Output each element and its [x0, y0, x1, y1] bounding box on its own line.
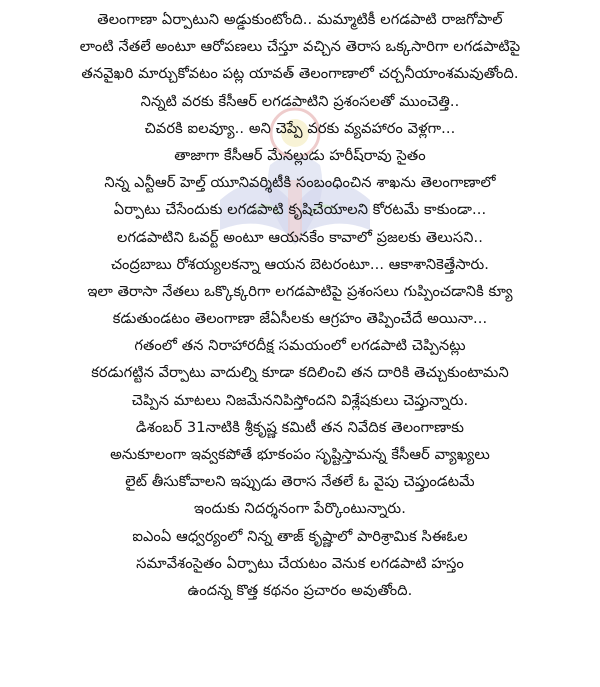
article-line: చంద్రబాబు రోశయ్యలకన్నా ఆయన బెటరంటూ... ఆకాశానికెత్తేసారు. [110, 255, 490, 273]
article-line: తాజాగా కేసీఆర్ మేనల్లుడు హరీష్‌రావు సైతం [174, 146, 426, 164]
article-line: కరడుగట్టిన వేర్పాటు వాదుల్ని కూడా కదిలించి తన దారికి తెచ్చుకుంటామని [91, 364, 509, 382]
article-line: తెలంగాణా ఏర్పాటుని అడ్డుకుంటోంది.. మమ్మాటికీ లగడపాటి రాజగోపాల్ [97, 11, 503, 28]
article-line: ఉందన్న కొత్త కథనం ప్రచారం అవుతోంది. [187, 581, 413, 599]
article-line: ఐఎంఏ ఆధ్వర్యంలో నిన్న తాజ్ కృష్ణాలో పారిశ్రామిక సిఈఓల [132, 527, 468, 545]
article-line: లగడపాటిని ఓవర్ట్ అంటూ ఆయనకేం కావాలో ప్రజలకు తెలుసని.. [117, 228, 483, 246]
article-line: ఇలా తెరాసా నేతలు ఒక్కొక్కరిగా లగడపాటిపై ప్రశంసలు గుప్పించడానికి క్యూ [87, 282, 513, 300]
article-line: ఇందుకు నిదర్శనంగా పేర్కొంటున్నారు. [194, 500, 406, 518]
article-line: కడుతుండటం తెలంగాణా జేఏసీలకు ఆగ్రహం తెప్పించేదే అయినా... [112, 310, 488, 328]
article-line: తనవైఖరి మార్చుకోవటం పట్ల యావత్ తెలంగాణాలో చర్చనీయాంశమవుతోంది. [81, 65, 519, 83]
article-line: ఏర్పాటు చేసేందుకు లగడపాటి కృషిచేయాలని కోరటమే కాకుండా... [113, 201, 487, 219]
article-line: లైట్ తీసుకోవాలని ఇప్పుడు తెరాస నేతలే ఓ వైపు చెప్తుండటమే [125, 473, 475, 491]
article-line: లాంటి నేతలే అంటూ ఆరోపణలు చేస్తూ వచ్చిన తెరాస ఒక్కసారిగా లగడపాటిపై [79, 38, 521, 56]
article-line: చెప్పిన మాటలు నిజమేననిపిస్తోందని విశ్లేషకులు చెప్తున్నారు. [131, 391, 469, 409]
article-line: డిశంబర్ 31నాటికి శ్రీకృష్ణ కమిటీ తన నివేదిక తెలంగాణాకు [135, 418, 465, 436]
article-line: నిన్న ఎన్టీఆర్ హెల్త్ యూనివర్శిటీకి సంబంధించిన శాఖను తెలంగాణాలో [104, 174, 496, 192]
article-line: నిన్నటి వరకు కేసీఆర్ లగడపాటిని ప్రశంసలతో ముంచెత్తి.. [140, 92, 460, 110]
article-line: అనుకూలంగా ఇవ్వకపోతే భూకంపం సృష్టిస్తామన్న కేసీఆర్ వ్యాఖ్యలు [110, 446, 490, 463]
article-line: సమావేశంసైతం ఏర్పాటు చేయటం వెనుక లగడపాటి హస్తం [136, 554, 464, 572]
article-line: గతంలో తన నిరాహారదీక్ష సమయంలో లగడపాటి చెప్పినట్లు [134, 337, 466, 355]
article-body [0, 6, 600, 604]
article-line: చివరకి ఐలవ్యూ.. అని చెప్పే వరకు వ్యవహారం వెళ్లగా... [144, 119, 456, 137]
